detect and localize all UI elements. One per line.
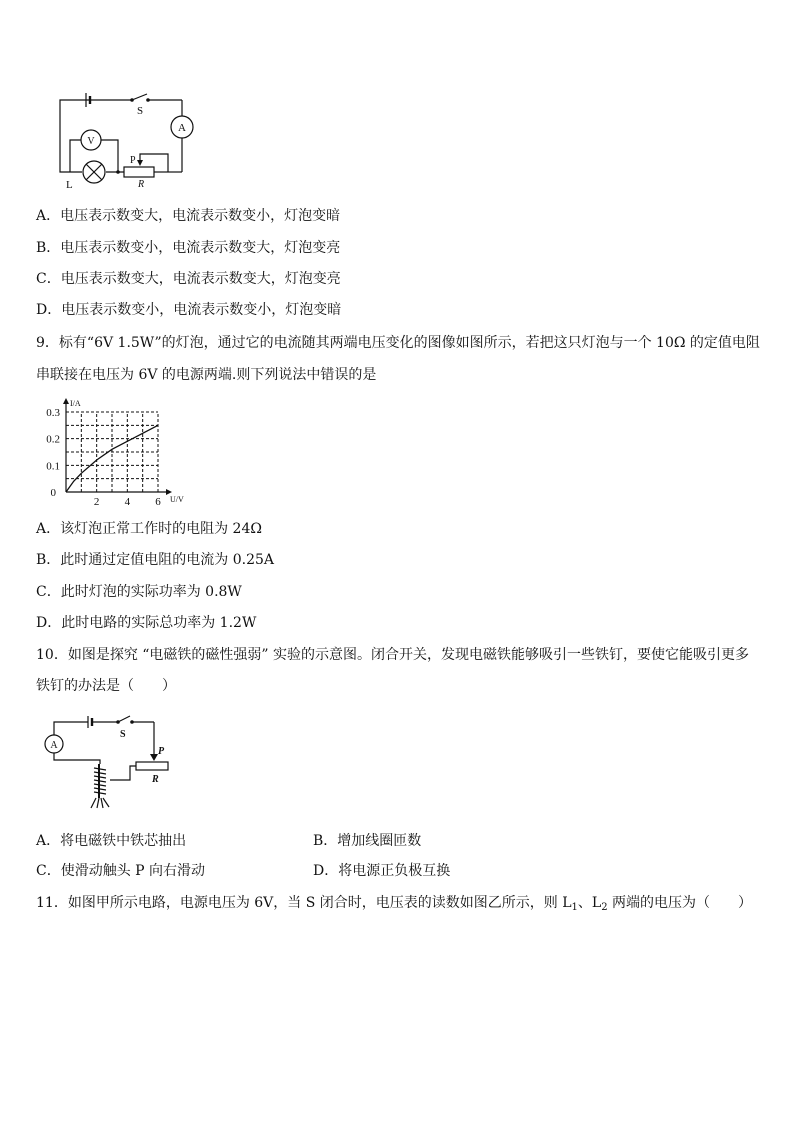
q9-option-b: B．此时通过定值电阻的电流为 0.25A bbox=[36, 552, 275, 568]
q8-option-b: B．电压表示数变小，电流表示数变大，灯泡变亮 bbox=[36, 240, 341, 256]
lamp-label: L bbox=[66, 179, 73, 190]
x-tick-label: 2 bbox=[93, 496, 100, 508]
q9-option-c: C．此时灯泡的实际功率为 0.8W bbox=[36, 584, 242, 600]
q10-option-c: C．使滑动触头 P 向右滑动 bbox=[36, 863, 206, 879]
slider-label: P bbox=[130, 155, 136, 166]
q8-option-a: A．电压表示数变大，电流表示数变小，灯泡变暗 bbox=[36, 208, 341, 224]
ammeter-icon bbox=[45, 735, 63, 753]
q11-stem-part3: 两端的电压为（ ） bbox=[607, 895, 753, 911]
svg-text:A: A bbox=[178, 122, 186, 134]
rheostat-label: R bbox=[138, 179, 145, 190]
q11-sub1: 1 bbox=[571, 902, 578, 913]
switch-label: S bbox=[120, 729, 126, 740]
rheostat-label: R bbox=[152, 774, 159, 785]
q10-stem-line1: 10．如图是探究 “电磁铁的磁性强弱” 实验的示意图。闭合开关，发现电磁铁能够吸引一些铁钉，要使它能吸引更多 bbox=[36, 647, 750, 663]
q10-option-a: A．将电磁铁中铁芯抽出 bbox=[36, 833, 187, 849]
switch-label: S bbox=[137, 105, 144, 117]
q9-stem-line2: 串联接在电压为 6V 的电源两端.则下列说法中错误的是 bbox=[36, 367, 377, 383]
q10-stem-line2: 铁钉的办法是（ ） bbox=[36, 678, 176, 694]
y-tick-label: 0.2 bbox=[46, 433, 60, 446]
y-tick-label: 0.3 bbox=[46, 407, 60, 419]
q10-option-d: D．将电源正负极互换 bbox=[313, 863, 451, 879]
q9-option-d: D．此时电路的实际总功率为 1.2W bbox=[36, 615, 257, 631]
voltmeter-icon bbox=[81, 130, 101, 150]
chart-grid bbox=[66, 412, 158, 492]
q11-stem-part1: 11．如图甲所示电路，电源电压为 6V，当 S 闭合时，电压表的读数如图乙所示，则 L bbox=[36, 895, 572, 911]
x-tick-label: 4 bbox=[124, 496, 131, 508]
q8-option-d: D．电压表示数变小，电流表示数变小，灯泡变暗 bbox=[36, 302, 342, 318]
lamp-icon bbox=[83, 161, 105, 183]
y-tick-label: 0.1 bbox=[46, 460, 60, 473]
q9-option-a: A．该灯泡正常工作时的电阻为 24Ω bbox=[36, 521, 262, 537]
y-axis-label: I/A bbox=[70, 399, 81, 408]
y-axis-arrow bbox=[63, 398, 69, 404]
iv-chart bbox=[30, 394, 200, 510]
q11-sub2: 2 bbox=[601, 902, 608, 913]
x-axis-label: U/V bbox=[170, 495, 184, 504]
svg-text:V: V bbox=[87, 136, 95, 147]
q8-option-c: C．电压表示数变大，电流表示数变大，灯泡变亮 bbox=[36, 271, 341, 287]
q10-option-b: B．增加线圈匝数 bbox=[313, 833, 422, 849]
svg-text:A: A bbox=[50, 740, 58, 751]
q11-stem bbox=[36, 894, 752, 917]
ammeter-icon bbox=[171, 116, 193, 138]
slider-label: P bbox=[158, 746, 165, 757]
q11-stem-part2: 、L bbox=[577, 895, 602, 911]
q10-electromagnet-circuit bbox=[36, 710, 176, 810]
origin-label: 0 bbox=[50, 487, 56, 499]
q9-stem-line1: 9．标有“6V 1.5W”的灯泡，通过它的电流随其两端电压变化的图像如图所示，若把这只灯泡与一个 10Ω 的定值电阻 bbox=[36, 335, 760, 351]
q8-circuit-diagram bbox=[52, 88, 212, 190]
x-tick-label: 6 bbox=[155, 496, 161, 508]
